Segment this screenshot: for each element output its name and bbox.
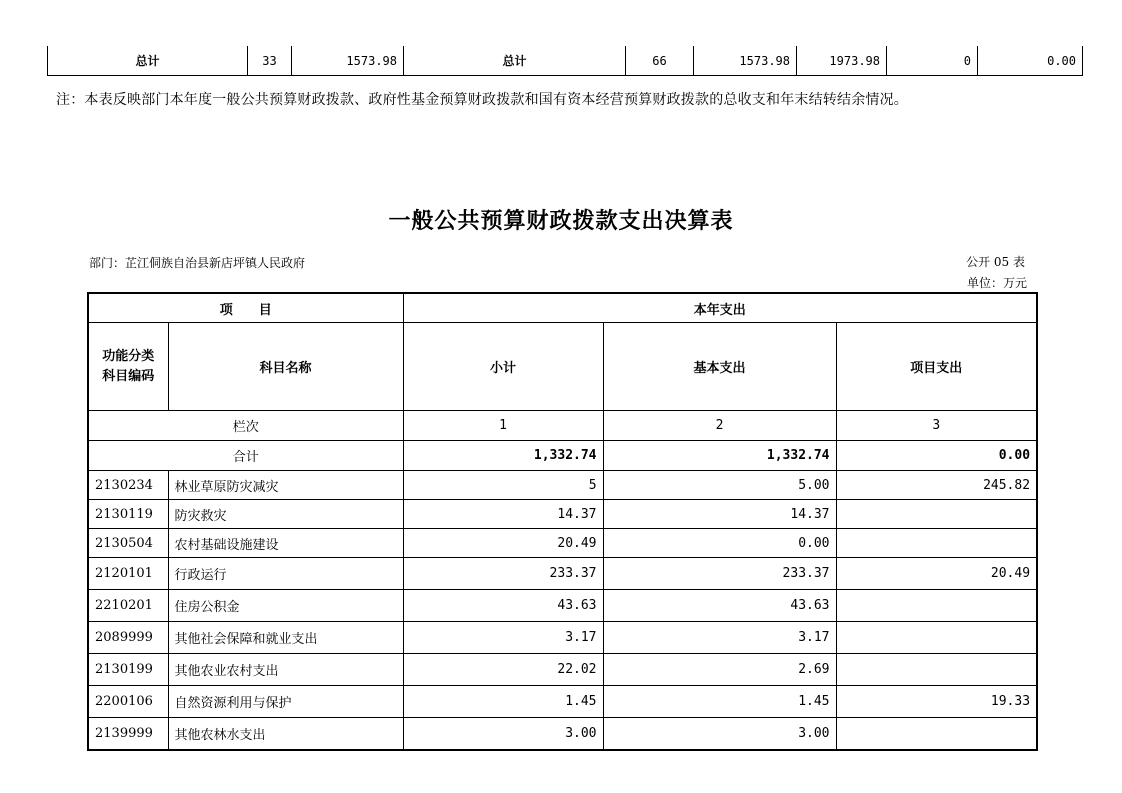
header-code — [88, 323, 168, 411]
row-project — [836, 529, 1037, 558]
row-subtotal: 233.37 — [403, 558, 603, 590]
column-index-3: 3 — [836, 411, 1037, 441]
row-subtotal: 5 — [403, 471, 603, 500]
row-code: 2210201 — [88, 590, 168, 622]
header-row-2 — [88, 323, 1037, 411]
total-amount-right-1: 1573.98 — [694, 46, 797, 76]
row-code: 2089999 — [88, 622, 168, 654]
row-project — [836, 590, 1037, 622]
total-count-left: 33 — [248, 46, 292, 76]
row-code: 2130234 — [88, 471, 168, 500]
expenditure-table — [87, 292, 1038, 751]
row-name: 林业草原防灾减灾 — [168, 471, 403, 500]
row-name: 防灾救灾 — [168, 500, 403, 529]
row-subtotal: 22.02 — [403, 654, 603, 686]
row-project — [836, 718, 1037, 751]
row-project: 245.82 — [836, 471, 1037, 500]
row-code: 2120101 — [88, 558, 168, 590]
total-label-right: 总计 — [404, 46, 626, 76]
row-name: 行政运行 — [168, 558, 403, 590]
table-row — [88, 622, 1037, 654]
table-note: 注：本表反映部门本年度一般公共预算财政拨款、政府性基金预算财政拨款和国有资本经营预算财政拨款的总收支和年末结转结余情况。 — [56, 92, 908, 108]
unit-label: 单位：万元 — [966, 276, 1027, 290]
header-subtotal: 小计 — [403, 323, 603, 411]
row-code: 2130504 — [88, 529, 168, 558]
row-name: 自然资源利用与保护 — [168, 686, 403, 718]
total-subtotal: 1,332.74 — [403, 441, 603, 471]
total-amount-right-2: 1973.98 — [797, 46, 887, 76]
row-basic: 233.37 — [603, 558, 836, 590]
row-code: 2130199 — [88, 654, 168, 686]
row-subtotal: 3.00 — [403, 718, 603, 751]
row-basic: 0.00 — [603, 529, 836, 558]
table-row — [88, 500, 1037, 529]
table-row — [88, 471, 1037, 500]
row-basic: 1.45 — [603, 686, 836, 718]
total-label-left: 总计 — [48, 46, 248, 76]
row-code: 2139999 — [88, 718, 168, 751]
header-current-year: 本年支出 — [403, 293, 1037, 323]
row-project: 20.49 — [836, 558, 1037, 590]
total-amount-right-4: 0.00 — [978, 46, 1083, 76]
row-project — [836, 654, 1037, 686]
table-row — [88, 558, 1037, 590]
header-basic: 基本支出 — [603, 323, 836, 411]
previous-table-total-row — [47, 46, 1083, 76]
row-basic: 43.63 — [603, 590, 836, 622]
row-basic: 5.00 — [603, 471, 836, 500]
row-name: 其他农业农村支出 — [168, 654, 403, 686]
table-row — [88, 718, 1037, 751]
total-label: 合计 — [88, 441, 403, 471]
row-basic: 14.37 — [603, 500, 836, 529]
column-index-label: 栏次 — [88, 411, 403, 441]
column-index-2: 2 — [603, 411, 836, 441]
header-name: 科目名称 — [168, 323, 403, 411]
header-code-line1: 功能分类 — [102, 348, 155, 364]
table-row — [88, 529, 1037, 558]
department-label: 部门：芷江侗族自治县新店坪镇人民政府 — [89, 256, 306, 270]
header-project: 项目支出 — [836, 323, 1037, 411]
row-name: 住房公积金 — [168, 590, 403, 622]
row-basic: 3.00 — [603, 718, 836, 751]
row-basic: 3.17 — [603, 622, 836, 654]
row-code: 2130119 — [88, 500, 168, 529]
row-subtotal: 14.37 — [403, 500, 603, 529]
header-row-1 — [88, 293, 1037, 323]
total-basic: 1,332.74 — [603, 441, 836, 471]
total-amount-right-3: 0 — [887, 46, 978, 76]
header-code-line2: 科目编码 — [102, 368, 155, 384]
total-count-right: 66 — [626, 46, 694, 76]
row-project: 19.33 — [836, 686, 1037, 718]
column-index-1: 1 — [403, 411, 603, 441]
total-row — [88, 441, 1037, 471]
total-amount-left: 1573.98 — [292, 46, 404, 76]
row-name: 其他农林水支出 — [168, 718, 403, 751]
form-number: 公开 05 表 — [966, 255, 1025, 269]
header-item: 项 目 — [88, 293, 403, 323]
table-row — [88, 654, 1037, 686]
row-subtotal: 3.17 — [403, 622, 603, 654]
row-subtotal: 1.45 — [403, 686, 603, 718]
table-row — [88, 590, 1037, 622]
row-name: 其他社会保障和就业支出 — [168, 622, 403, 654]
row-project — [836, 622, 1037, 654]
row-name: 农村基础设施建设 — [168, 529, 403, 558]
page-title: 一般公共预算财政拨款支出决算表 — [388, 208, 734, 234]
row-basic: 2.69 — [603, 654, 836, 686]
row-subtotal: 43.63 — [403, 590, 603, 622]
table-row — [88, 686, 1037, 718]
row-subtotal: 20.49 — [403, 529, 603, 558]
total-project: 0.00 — [836, 441, 1037, 471]
row-project — [836, 500, 1037, 529]
column-index-row — [88, 411, 1037, 441]
row-code: 2200106 — [88, 686, 168, 718]
